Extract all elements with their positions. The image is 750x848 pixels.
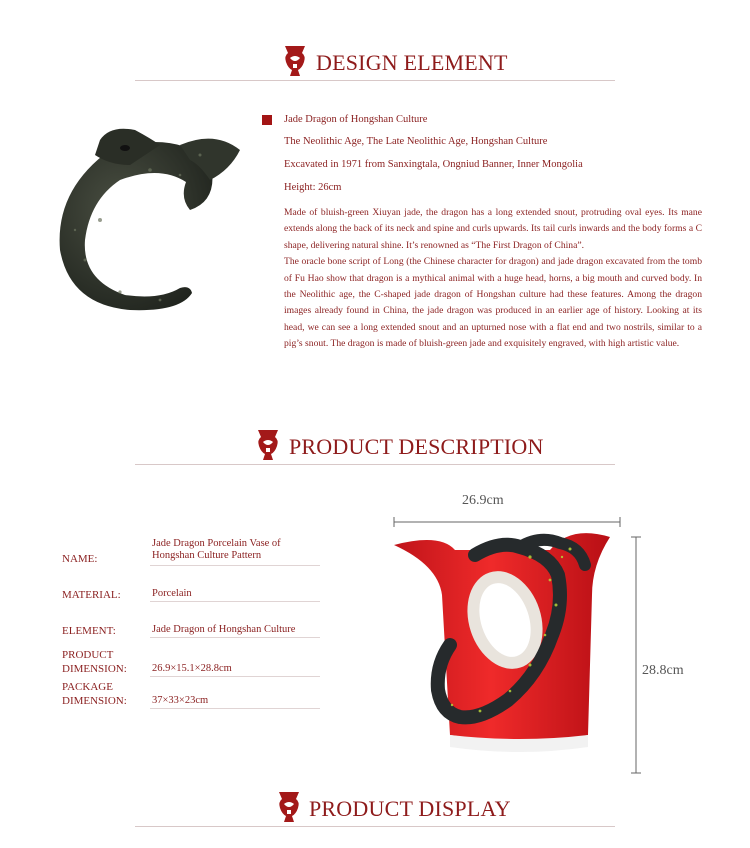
vase-logo-icon	[282, 44, 308, 78]
product-description-header	[0, 428, 750, 468]
dragon-name	[262, 114, 702, 125]
product-display-header	[0, 790, 750, 830]
design-info	[262, 114, 702, 353]
underline	[150, 601, 320, 602]
spec-label: PACKAGE	[62, 681, 113, 693]
spec-value: 26.9×15.1×28.8cm	[152, 663, 232, 674]
vase-logo-icon	[255, 428, 281, 462]
dragon-description-1: Made of bluish-green Xiuyan jade, the dragon has a long extended snout, protruding oval eyes. Its mane extends along the back of its neck and spine and curls upwards. Its tail curls inwards and the body forms a C shape, delivering natural shine. It’s renowned as “The First Dragon of China”.	[284, 207, 702, 251]
spec-label: DIMENSION:	[62, 695, 127, 707]
divider	[135, 80, 615, 81]
vase-figure	[380, 485, 720, 785]
dragon-description-2: The oracle bone script of Long (the Chinese character for dragon) and jade dragon excavated from the tomb of Fu Hao show that dragon is a mythical animal with a huge head, horns, a big mouth and curved body. In the Neolithic age, the C-shaped jade dragon of Hongshan culture had these features. Among the dragon images already found in China, the jade dragon was produced in an earlier age of history. Looking at its head, we can see a long extended snout and an upturned nose with a flat end and two nostrils, similar to a pig’s snout. The dragon is made of bluish-green jade and exquisitely engraved, with high artistic value.	[284, 256, 702, 350]
dragon-height: Height: 26cm	[284, 182, 342, 193]
width-dimension-label: 26.9cm	[462, 493, 504, 508]
underline	[150, 676, 320, 677]
dragon-age: The Neolithic Age, The Late Neolithic Age, Hongshan Culture	[284, 136, 548, 147]
spec-value: 37×33×23cm	[152, 695, 209, 706]
section-title: PRODUCT DISPLAY	[309, 796, 511, 821]
spec-value: Hongshan Culture Pattern	[152, 550, 262, 561]
underline	[150, 708, 320, 709]
spec-value: Porcelain	[152, 588, 192, 599]
design-element-header	[0, 44, 750, 84]
dragon-excavation: Excavated in 1971 from Sanxingtala, Ongniud Banner, Inner Mongolia	[284, 159, 583, 170]
underline	[150, 637, 320, 638]
divider	[135, 826, 615, 827]
vase-logo-icon	[276, 790, 302, 824]
spec-label: MATERIAL:	[62, 589, 121, 601]
spec-label: PRODUCT	[62, 649, 114, 661]
vase-image	[380, 485, 720, 785]
jade-dragon-image	[40, 110, 250, 320]
underline	[150, 565, 320, 566]
section-title: PRODUCT DESCRIPTION	[289, 434, 544, 459]
spec-value: Jade Dragon of Hongshan Culture	[152, 624, 296, 635]
bullet-square-icon	[262, 115, 272, 125]
spec-label: ELEMENT:	[62, 625, 116, 637]
height-dimension-label: 28.8cm	[642, 663, 684, 678]
section-title: DESIGN ELEMENT	[316, 50, 508, 75]
divider	[135, 464, 615, 465]
spec-label: DIMENSION:	[62, 663, 127, 675]
spec-label: NAME:	[62, 553, 98, 565]
dragon-name-text: Jade Dragon of Hongshan Culture	[284, 114, 428, 125]
spec-value: Jade Dragon Porcelain Vase of	[152, 538, 281, 549]
